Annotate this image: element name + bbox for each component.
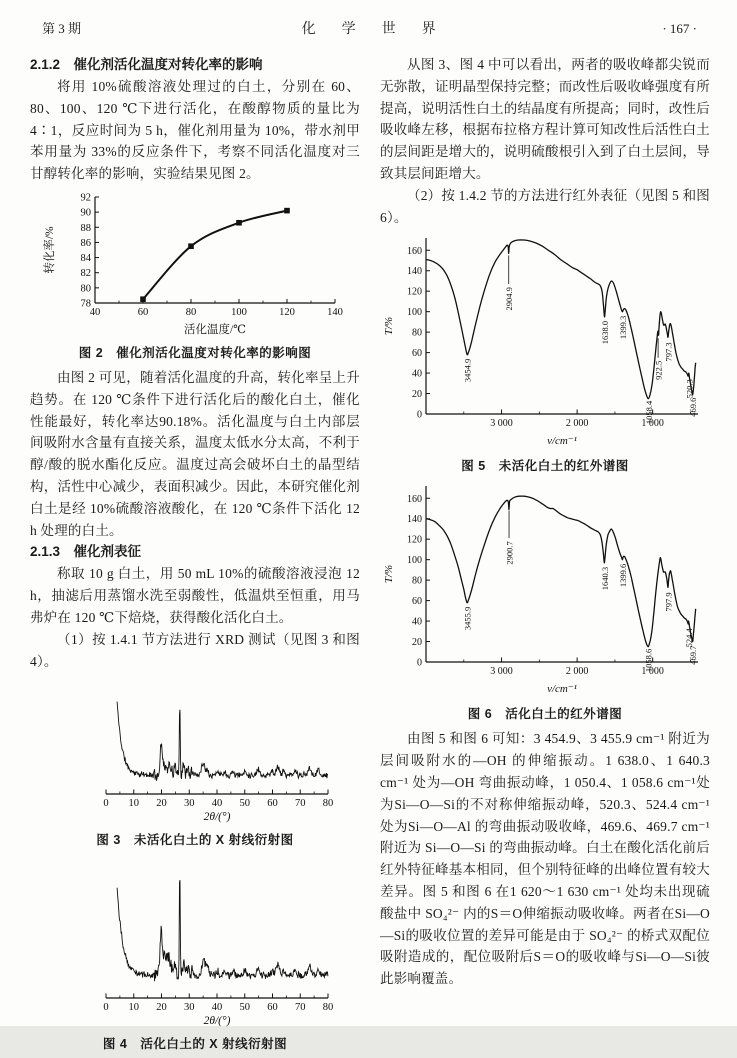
figure-6-caption: 图 6 活化白土的红外谱图 — [467, 707, 623, 722]
svg-text:40: 40 — [211, 1002, 223, 1014]
figure-4-caption: 图 4 活化白土的 X 射线衍射图 — [102, 1037, 288, 1052]
svg-text:86: 86 — [80, 237, 91, 249]
left-column — [30, 54, 360, 1058]
svg-text:50: 50 — [239, 1002, 250, 1014]
svg-text:100: 100 — [231, 306, 247, 318]
svg-text:转化率/%: 转化率/% — [44, 226, 56, 274]
page-header — [30, 16, 709, 38]
paragraph-213a: 称取 10 g 白土，用 50 mL 10%的硫酸溶液浸泡 12 h，抽滤后用蒸馏水洗至弱酸性，低温烘至恒重，用马弗炉在 120 ℃下焙烧，获得酸化活化白土。 — [30, 566, 360, 625]
figure-5-caption: 图 5 未活化白土的红外谱图 — [461, 459, 629, 474]
figure-6-chart — [380, 480, 710, 702]
figure-5 — [380, 232, 710, 474]
svg-text:40: 40 — [211, 798, 223, 810]
svg-text:120: 120 — [407, 287, 422, 299]
svg-text:1638.0: 1638.0 — [599, 321, 610, 345]
paragraph-right-1: 从图 3、图 4 中可以看出，两者的吸收峰都尖锐而无弥散，证明晶型保持完整；而改性后吸收峰强度有所提高，说明活性白土的结晶度有所提高；同时，改性后吸收峰左移，根据布拉格方程计算可知改性后活性白土的层间距是增大的，说明硫酸根引入到了白土层间，导致其层间距增大。 — [380, 57, 710, 181]
svg-text:160: 160 — [407, 494, 422, 506]
svg-text:60: 60 — [137, 306, 149, 318]
paragraph-right-3: 由图 5 和图 6 可知：3 454.9、3 455.9 cm⁻¹ 附近为层间吸附水的—OH 的伸缩振动。1 638.0、1 640.3 cm⁻¹ 处为—OH 弯曲振动峰，1 050.4、1 058.6 cm⁻¹处为Si—O—Si的不对称伸缩振动峰，520.3、524.4 cm⁻¹处为Si—O—Al 的弯曲振动吸收峰，469.6、469.7 cm⁻¹ 附近为 Si—O—Si 的弯曲振动峰。白土在酸化活化前后红外特征峰基本相同，但个别特征峰的出峰位置有较大差异。图 5 和图 6 在1 620～1 630 cm⁻¹ 处均未出现硫酸盐中 SO₄²⁻ 内的S＝O伸缩振动吸收峰。两者在Si—O—Si的吸收位置的差异可能是由于 SO₄²⁻ 的桥式双配位吸附造成的，配位吸附后S＝O的吸收峰与Si—O—Si彼此影响覆盖。 — [380, 731, 710, 987]
svg-text:80: 80 — [412, 328, 422, 340]
journal-issue: 第 3 期 — [42, 21, 82, 36]
svg-text:80: 80 — [80, 283, 91, 295]
section-heading-212: 2.1.2 催化剂活化温度对转化率的影响 — [30, 57, 263, 72]
svg-text:活化温度/℃: 活化温度/℃ — [183, 323, 247, 336]
svg-text:1399.6: 1399.6 — [617, 564, 628, 588]
svg-text:10: 10 — [128, 1002, 139, 1014]
svg-text:80: 80 — [412, 576, 422, 588]
svg-text:80: 80 — [322, 1002, 334, 1014]
svg-text:140: 140 — [407, 514, 422, 526]
svg-text:30: 30 — [184, 798, 195, 810]
figure-6 — [380, 480, 710, 722]
svg-text:ν/cm⁻¹: ν/cm⁻¹ — [547, 435, 577, 448]
svg-text:100: 100 — [407, 307, 422, 319]
figure-3-chart — [34, 676, 356, 828]
svg-text:0: 0 — [417, 409, 422, 421]
svg-text:70: 70 — [295, 1002, 306, 1014]
section-heading-213: 2.1.3 催化剂表征 — [30, 544, 142, 560]
svg-text:3455.9: 3455.9 — [462, 607, 473, 631]
svg-text:2900.7: 2900.7 — [504, 541, 515, 566]
svg-text:160: 160 — [407, 246, 422, 258]
right-column — [380, 54, 710, 1058]
svg-text:3 000: 3 000 — [490, 418, 513, 430]
svg-text:60: 60 — [267, 798, 278, 810]
svg-text:3454.9: 3454.9 — [462, 359, 473, 383]
figure-4-chart — [34, 854, 356, 1032]
paragraph-212: 将用 10%硫酸溶液处理过的白土，分别在 60、80、100、120 ℃下进行活化，在酸醇物质的量比为 4∶1，反应时间为 5 h，催化剂用量为 10%，带水剂甲苯用量为 33%的反应条件下，考察不同活化温度对三甘醇转化率的影响，实验结果见图 2。 — [30, 79, 360, 182]
svg-text:2θ/(°): 2θ/(°) — [203, 811, 231, 824]
svg-text:1 000: 1 000 — [641, 666, 664, 678]
svg-text:60: 60 — [412, 348, 422, 360]
svg-text:140: 140 — [407, 266, 422, 278]
svg-text:20: 20 — [412, 637, 422, 649]
svg-text:T/%: T/% — [383, 565, 395, 584]
svg-text:T/%: T/% — [383, 317, 395, 336]
figure-5-chart — [380, 232, 710, 454]
svg-text:1058.6: 1058.6 — [643, 649, 654, 673]
svg-text:84: 84 — [80, 253, 91, 265]
svg-text:140: 140 — [327, 306, 343, 318]
svg-text:60: 60 — [412, 596, 422, 608]
svg-text:90: 90 — [80, 207, 91, 219]
svg-text:78: 78 — [80, 298, 91, 310]
figure-2-caption: 图 2 催化剂活化温度对转化率的影响图 — [78, 345, 312, 360]
paragraph-right-2: （2）按 1.4.2 节的方法进行红外表征（见图 5 和图 6）。 — [380, 187, 710, 225]
svg-text:40: 40 — [412, 368, 422, 380]
figure-4 — [30, 854, 360, 1052]
journal-title: 化 学 世 界 — [301, 22, 442, 37]
svg-text:120: 120 — [279, 306, 295, 318]
svg-text:0: 0 — [103, 1002, 109, 1014]
two-column-layout — [30, 54, 709, 1058]
svg-text:88: 88 — [80, 222, 91, 234]
svg-text:2 000: 2 000 — [565, 666, 589, 678]
svg-text:92: 92 — [80, 192, 91, 204]
figure-3 — [30, 676, 360, 848]
svg-text:1058.4: 1058.4 — [643, 401, 654, 425]
svg-text:922.5: 922.5 — [653, 361, 664, 381]
svg-text:30: 30 — [184, 1002, 195, 1014]
svg-text:524.4: 524.4 — [684, 628, 695, 648]
svg-text:797.3: 797.3 — [663, 342, 674, 362]
svg-text:82: 82 — [80, 268, 91, 280]
page-number: · 167 · — [662, 21, 697, 36]
svg-text:3 000: 3 000 — [490, 666, 513, 678]
svg-text:50: 50 — [239, 798, 250, 810]
svg-text:20: 20 — [412, 389, 422, 401]
svg-text:ν/cm⁻¹: ν/cm⁻¹ — [547, 683, 577, 696]
paragraph-after-fig2: 由图 2 可见，随着活化温度的升高，转化率呈上升趋势。在 120 ℃条件下进行活化后的酸化白土，催化性能最好，转化率达90.18%。活化温度与白土内部层间吸附水含量有直接关系，温度太低水分太高，不利于醇/酸的脱水酯化反应。温度过高会破坏白土的晶型结构，活性中心减少，表面积减少。因此，本研究催化剂白土是经 10%硫酸溶液酸化，在 120 ℃条件下活化 12 h 处理的白土。 — [30, 369, 360, 538]
svg-text:100: 100 — [407, 555, 422, 567]
svg-text:40: 40 — [412, 616, 422, 628]
paragraph-213b: （1）按 1.4.1 节方法进行 XRD 测试（见图 3 和图 4）。 — [30, 631, 360, 669]
svg-text:40: 40 — [89, 306, 101, 318]
figure-2 — [30, 189, 360, 361]
svg-text:60: 60 — [267, 1002, 278, 1014]
svg-text:0: 0 — [103, 798, 109, 810]
svg-text:2θ/(°): 2θ/(°) — [203, 1015, 231, 1028]
svg-text:120: 120 — [407, 535, 422, 547]
svg-text:1 000: 1 000 — [641, 418, 664, 430]
svg-text:520.3: 520.3 — [684, 379, 695, 399]
svg-text:80: 80 — [185, 306, 197, 318]
figure-3-caption: 图 3 未活化白土的 X 射线衍射图 — [96, 833, 294, 848]
svg-text:469.7: 469.7 — [688, 646, 699, 666]
svg-text:1399.3: 1399.3 — [618, 316, 629, 340]
figure-2-chart — [39, 189, 351, 341]
svg-text:0: 0 — [417, 657, 422, 669]
svg-text:469.6: 469.6 — [688, 398, 699, 418]
svg-text:70: 70 — [295, 798, 306, 810]
svg-text:20: 20 — [156, 798, 167, 810]
svg-text:2904.9: 2904.9 — [504, 287, 515, 311]
svg-text:1640.3: 1640.3 — [599, 567, 610, 591]
svg-text:20: 20 — [156, 1002, 167, 1014]
svg-text:10: 10 — [128, 798, 139, 810]
svg-text:2 000: 2 000 — [565, 418, 589, 430]
svg-text:80: 80 — [322, 798, 334, 810]
svg-text:797.9: 797.9 — [663, 592, 674, 612]
